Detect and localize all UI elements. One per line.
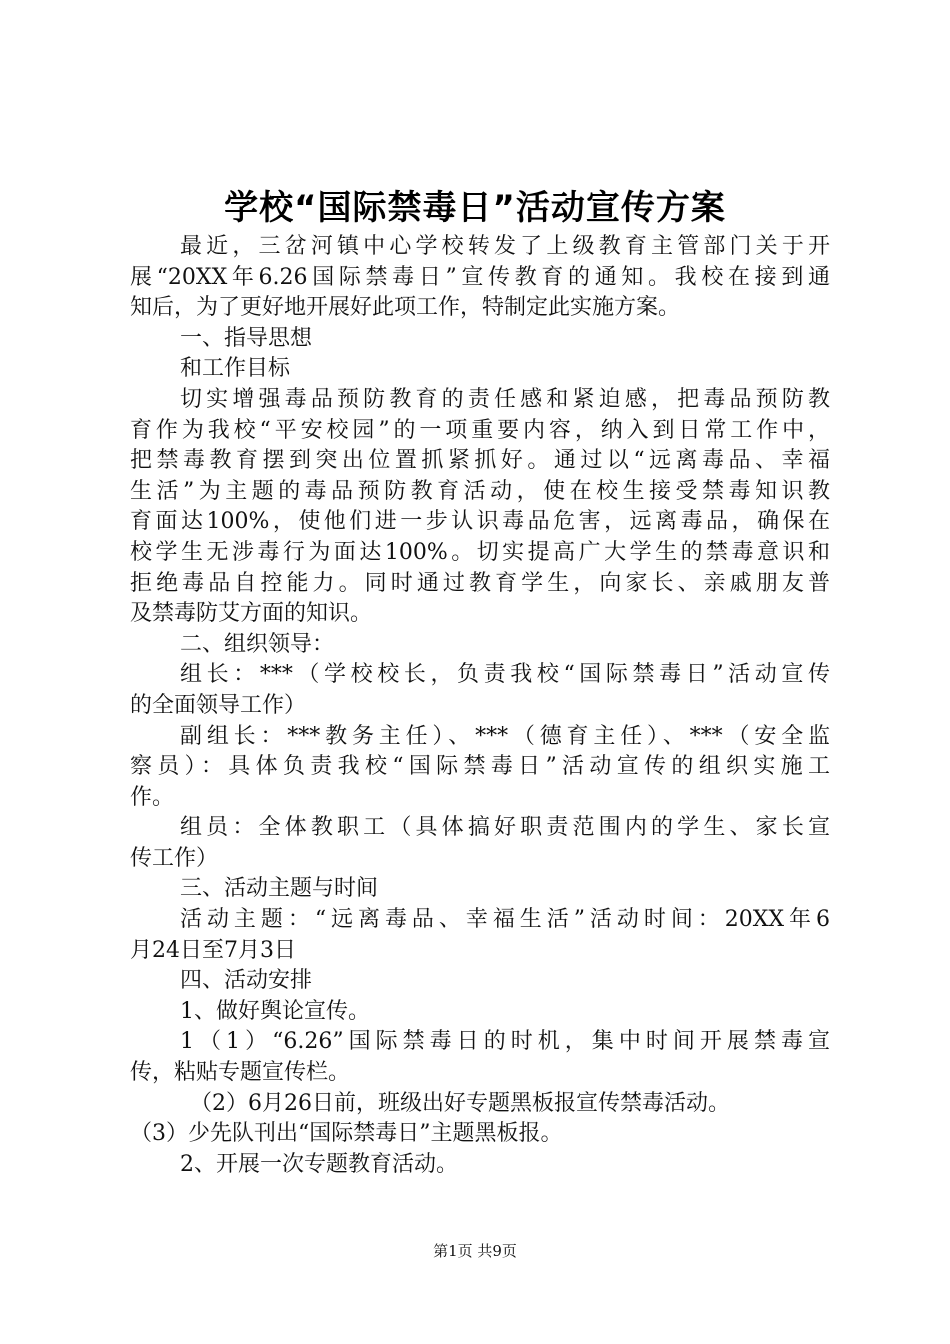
paragraph-line: 育面达100%，使他们进一步认识毒品危害，远离毒品，确保在 bbox=[130, 509, 830, 535]
document-body bbox=[130, 232, 830, 1180]
paragraph-line: 作。 bbox=[130, 784, 175, 810]
paragraph-line: （2）6月26日前，班级出好专题黑板报宣传禁毒活动。 bbox=[190, 1090, 730, 1116]
paragraph-line: 的全面领导工作） bbox=[130, 692, 307, 718]
paragraph-line: 展“20XX年6.26国际禁毒日”宣传教育的通知。我校在接到通 bbox=[130, 264, 830, 290]
paragraph-line: 校学生无涉毒行为面达100%。切实提高广大学生的禁毒意识和 bbox=[130, 539, 830, 565]
paragraph-line: 生活”为主题的毒品预防教育活动，使在校生接受禁毒知识教 bbox=[130, 478, 830, 504]
paragraph-line: （3）少先队刊出“国际禁毒日”主题黑板报。 bbox=[130, 1121, 563, 1147]
paragraph-line: 四、活动安排 bbox=[180, 968, 313, 994]
paragraph-line: 二、组织领导： bbox=[180, 631, 335, 657]
paragraph-line: 和工作目标 bbox=[180, 356, 291, 382]
paragraph-line: 一、指导思想 bbox=[180, 325, 313, 351]
paragraph-line: 组长：***（学校校长，负责我校“国际禁毒日”活动宣传 bbox=[180, 662, 830, 688]
paragraph-line: 最近，三岔河镇中心学校转发了上级教育主管部门关于开 bbox=[180, 234, 830, 259]
paragraph-line: 组员：全体教职工（具体搞好职责范围内的学生、家长宣 bbox=[180, 815, 830, 841]
paragraph-line: 拒绝毒品自控能力。同时通过教育学生，向家长、亲戚朋友普 bbox=[130, 570, 830, 596]
paragraph-line: 活动主题：“远离毒品、幸福生活”活动时间：20XX年6 bbox=[180, 907, 830, 933]
paragraph-line: 传，粘贴专题宣传栏。 bbox=[130, 1060, 351, 1086]
paragraph-line: 知后，为了更好地开展好此项工作，特制定此实施方案。 bbox=[130, 295, 681, 321]
page-footer: 第1页 共9页 bbox=[433, 1242, 517, 1260]
paragraph-line: 察员）：具体负责我校“国际禁毒日”活动宣传的组织实施工 bbox=[130, 754, 830, 780]
paragraph-line: 1（1）“6.26”国际禁毒日的时机，集中时间开展禁毒宣 bbox=[180, 1029, 830, 1055]
paragraph-line: 切实增强毒品预防教育的责任感和紧迫感，把毒品预防教 bbox=[180, 386, 830, 412]
paragraph-line: 及禁毒防艾方面的知识。 bbox=[130, 601, 373, 627]
page-title: 学校“国际禁毒日”活动宣传方案 bbox=[224, 188, 726, 228]
paragraph-line: 1、做好舆论宣传。 bbox=[180, 998, 370, 1024]
paragraph-line: 传工作） bbox=[130, 845, 219, 871]
paragraph-line: 三、活动主题与时间 bbox=[180, 876, 379, 902]
paragraph-line: 月24日至7月3日 bbox=[130, 937, 296, 963]
paragraph-line: 2、开展一次专题教育活动。 bbox=[180, 1151, 458, 1177]
paragraph-line: 把禁毒教育摆到突出位置抓紧抓好。通过以“远离毒品、幸福 bbox=[130, 448, 830, 474]
paragraph-line: 副组长：***教务主任）、***（德育主任）、***（安全监 bbox=[180, 723, 830, 749]
paragraph-line: 育作为我校“平安校园”的一项重要内容，纳入到日常工作中， bbox=[130, 417, 830, 443]
